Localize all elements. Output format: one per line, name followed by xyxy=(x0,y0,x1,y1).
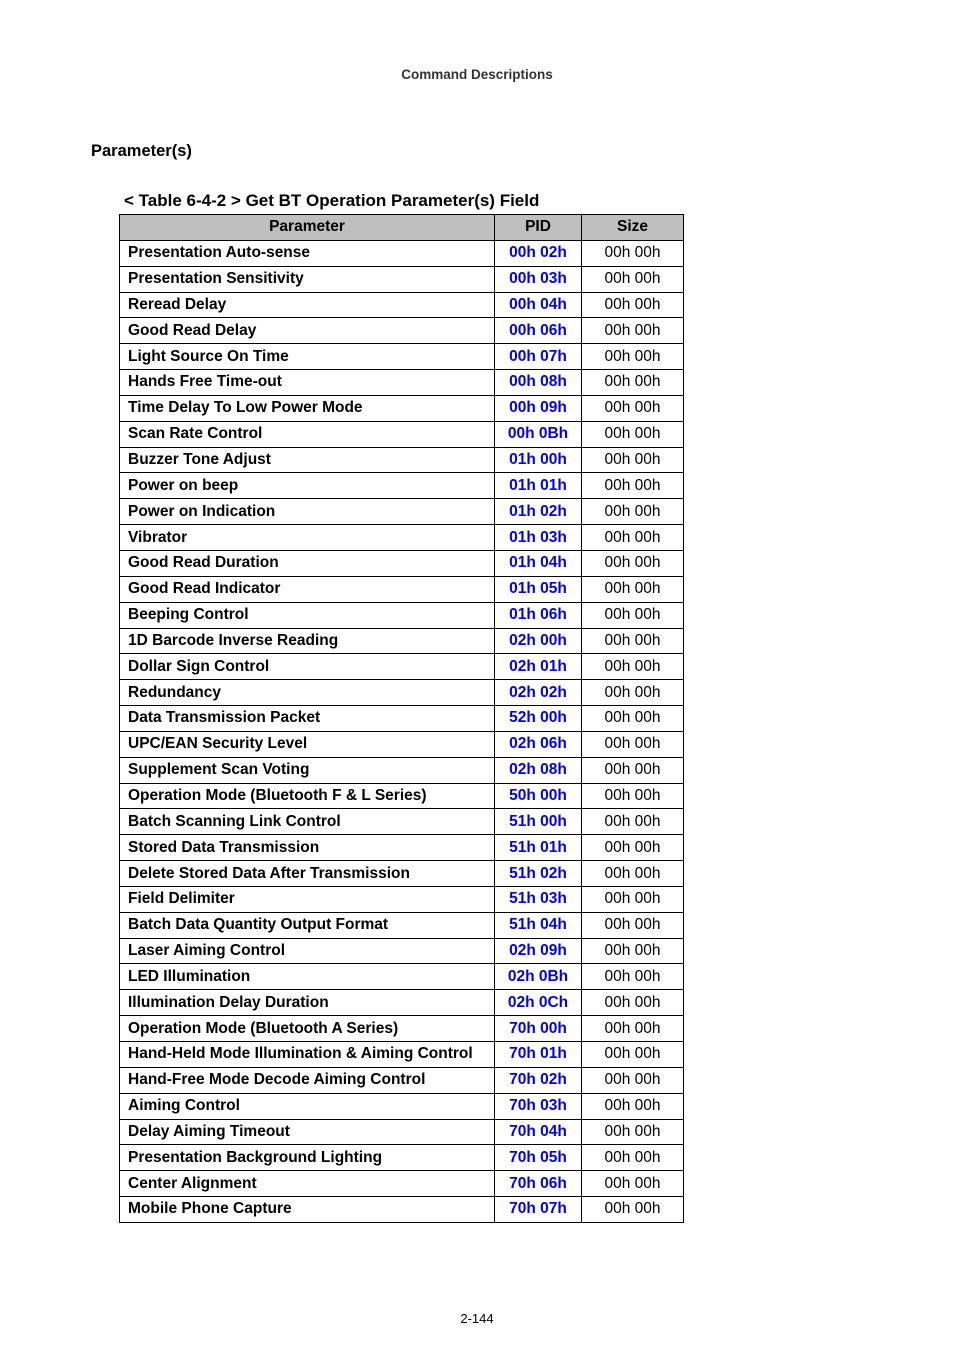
parameter-cell: Power on beep xyxy=(120,473,495,499)
pid-cell: 70h 06h xyxy=(495,1171,582,1197)
pid-cell: 51h 00h xyxy=(495,809,582,835)
pid-cell: 00h 03h xyxy=(495,266,582,292)
pid-cell: 00h 07h xyxy=(495,344,582,370)
table-caption: < Table 6-4-2 > Get BT Operation Parameter(s) Field xyxy=(124,191,540,210)
size-cell: 00h 00h xyxy=(582,602,684,628)
pid-cell: 52h 00h xyxy=(495,706,582,732)
table-row xyxy=(120,395,684,421)
size-cell: 00h 00h xyxy=(582,654,684,680)
parameter-cell: Illumination Delay Duration xyxy=(120,990,495,1016)
table-row xyxy=(120,421,684,447)
parameter-cell: Hand-Held Mode Illumination & Aiming Control xyxy=(120,1042,495,1068)
column-header-size: Size xyxy=(582,215,684,241)
size-cell: 00h 00h xyxy=(582,525,684,551)
size-cell: 00h 00h xyxy=(582,318,684,344)
parameter-table xyxy=(119,214,684,1223)
pid-cell: 01h 04h xyxy=(495,550,582,576)
pid-cell: 02h 06h xyxy=(495,731,582,757)
pid-cell: 00h 0Bh xyxy=(495,421,582,447)
table-row xyxy=(120,1145,684,1171)
size-cell: 00h 00h xyxy=(582,628,684,654)
pid-cell: 00h 09h xyxy=(495,395,582,421)
page-number: 2-144 xyxy=(460,1311,494,1326)
size-cell: 00h 00h xyxy=(582,576,684,602)
pid-cell: 50h 00h xyxy=(495,783,582,809)
size-cell: 00h 00h xyxy=(582,240,684,266)
parameter-cell: Presentation Background Lighting xyxy=(120,1145,495,1171)
pid-cell: 02h 08h xyxy=(495,757,582,783)
parameter-cell: Power on Indication xyxy=(120,499,495,525)
pid-cell: 02h 0Bh xyxy=(495,964,582,990)
parameter-cell: Data Transmission Packet xyxy=(120,706,495,732)
parameter-cell: Aiming Control xyxy=(120,1093,495,1119)
table-row xyxy=(120,473,684,499)
pid-cell: 70h 07h xyxy=(495,1197,582,1223)
parameter-cell: Delete Stored Data After Transmission xyxy=(120,861,495,887)
size-cell: 00h 00h xyxy=(582,344,684,370)
parameter-cell: Light Source On Time xyxy=(120,344,495,370)
size-cell: 00h 00h xyxy=(582,1093,684,1119)
column-header-parameter: Parameter xyxy=(120,215,495,241)
table-row xyxy=(120,499,684,525)
pid-cell: 51h 03h xyxy=(495,886,582,912)
table-row xyxy=(120,292,684,318)
parameter-cell: Reread Delay xyxy=(120,292,495,318)
parameter-cell: Center Alignment xyxy=(120,1171,495,1197)
pid-cell: 51h 02h xyxy=(495,861,582,887)
size-cell: 00h 00h xyxy=(582,1067,684,1093)
table-body xyxy=(120,240,684,1222)
table-row xyxy=(120,783,684,809)
parameter-cell: Batch Scanning Link Control xyxy=(120,809,495,835)
size-cell: 00h 00h xyxy=(582,499,684,525)
table-row xyxy=(120,370,684,396)
parameter-cell: Stored Data Transmission xyxy=(120,835,495,861)
table-row xyxy=(120,809,684,835)
table-row xyxy=(120,964,684,990)
pid-cell: 01h 03h xyxy=(495,525,582,551)
size-cell: 00h 00h xyxy=(582,421,684,447)
table-row xyxy=(120,861,684,887)
parameter-cell: Scan Rate Control xyxy=(120,421,495,447)
size-cell: 00h 00h xyxy=(582,706,684,732)
table-row xyxy=(120,680,684,706)
size-cell: 00h 00h xyxy=(582,1042,684,1068)
table-header-row xyxy=(120,215,684,241)
pid-cell: 70h 03h xyxy=(495,1093,582,1119)
table-row xyxy=(120,266,684,292)
pid-cell: 70h 01h xyxy=(495,1042,582,1068)
section-title: Parameter(s) xyxy=(91,142,192,160)
size-cell: 00h 00h xyxy=(582,757,684,783)
size-cell: 00h 00h xyxy=(582,809,684,835)
table-row xyxy=(120,886,684,912)
table-row xyxy=(120,1042,684,1068)
table-row xyxy=(120,525,684,551)
parameter-cell: Field Delimiter xyxy=(120,886,495,912)
size-cell: 00h 00h xyxy=(582,938,684,964)
pid-cell: 00h 06h xyxy=(495,318,582,344)
table-row xyxy=(120,1197,684,1223)
parameter-cell: Mobile Phone Capture xyxy=(120,1197,495,1223)
parameter-cell: UPC/EAN Security Level xyxy=(120,731,495,757)
parameter-cell: LED Illumination xyxy=(120,964,495,990)
size-cell: 00h 00h xyxy=(582,1016,684,1042)
pid-cell: 02h 02h xyxy=(495,680,582,706)
parameter-cell: Presentation Auto-sense xyxy=(120,240,495,266)
parameter-cell: Beeping Control xyxy=(120,602,495,628)
size-cell: 00h 00h xyxy=(582,447,684,473)
table-row xyxy=(120,654,684,680)
table-row xyxy=(120,576,684,602)
size-cell: 00h 00h xyxy=(582,680,684,706)
table-row xyxy=(120,318,684,344)
parameter-cell: Buzzer Tone Adjust xyxy=(120,447,495,473)
size-cell: 00h 00h xyxy=(582,886,684,912)
table-row xyxy=(120,447,684,473)
pid-cell: 02h 01h xyxy=(495,654,582,680)
table-row xyxy=(120,1016,684,1042)
column-header-pid: PID xyxy=(495,215,582,241)
pid-cell: 51h 04h xyxy=(495,912,582,938)
parameter-cell: Good Read Delay xyxy=(120,318,495,344)
parameter-cell: Redundancy xyxy=(120,680,495,706)
parameter-cell: Batch Data Quantity Output Format xyxy=(120,912,495,938)
table-row xyxy=(120,706,684,732)
parameter-cell: Laser Aiming Control xyxy=(120,938,495,964)
size-cell: 00h 00h xyxy=(582,370,684,396)
size-cell: 00h 00h xyxy=(582,1197,684,1223)
pid-cell: 00h 02h xyxy=(495,240,582,266)
table-row xyxy=(120,628,684,654)
pid-cell: 51h 01h xyxy=(495,835,582,861)
size-cell: 00h 00h xyxy=(582,550,684,576)
pid-cell: 01h 00h xyxy=(495,447,582,473)
running-header: Command Descriptions xyxy=(401,67,553,82)
table-row xyxy=(120,835,684,861)
parameter-cell: Supplement Scan Voting xyxy=(120,757,495,783)
size-cell: 00h 00h xyxy=(582,964,684,990)
parameter-cell: Delay Aiming Timeout xyxy=(120,1119,495,1145)
table-row xyxy=(120,938,684,964)
table-row xyxy=(120,990,684,1016)
table-row xyxy=(120,240,684,266)
pid-cell: 70h 04h xyxy=(495,1119,582,1145)
table-row xyxy=(120,1119,684,1145)
size-cell: 00h 00h xyxy=(582,1119,684,1145)
size-cell: 00h 00h xyxy=(582,292,684,318)
table-row xyxy=(120,757,684,783)
size-cell: 00h 00h xyxy=(582,266,684,292)
pid-cell: 00h 08h xyxy=(495,370,582,396)
parameter-cell: Operation Mode (Bluetooth A Series) xyxy=(120,1016,495,1042)
size-cell: 00h 00h xyxy=(582,473,684,499)
size-cell: 00h 00h xyxy=(582,395,684,421)
size-cell: 00h 00h xyxy=(582,1171,684,1197)
size-cell: 00h 00h xyxy=(582,731,684,757)
parameter-cell: 1D Barcode Inverse Reading xyxy=(120,628,495,654)
parameter-cell: Vibrator xyxy=(120,525,495,551)
parameter-cell: Good Read Indicator xyxy=(120,576,495,602)
size-cell: 00h 00h xyxy=(582,783,684,809)
parameter-cell: Hand-Free Mode Decode Aiming Control xyxy=(120,1067,495,1093)
table-row xyxy=(120,912,684,938)
size-cell: 00h 00h xyxy=(582,835,684,861)
size-cell: 00h 00h xyxy=(582,990,684,1016)
pid-cell: 70h 05h xyxy=(495,1145,582,1171)
pid-cell: 70h 00h xyxy=(495,1016,582,1042)
size-cell: 00h 00h xyxy=(582,861,684,887)
parameter-cell: Time Delay To Low Power Mode xyxy=(120,395,495,421)
pid-cell: 02h 00h xyxy=(495,628,582,654)
table-row xyxy=(120,731,684,757)
table-row xyxy=(120,550,684,576)
size-cell: 00h 00h xyxy=(582,1145,684,1171)
pid-cell: 00h 04h xyxy=(495,292,582,318)
table-row xyxy=(120,344,684,370)
pid-cell: 01h 01h xyxy=(495,473,582,499)
table-row xyxy=(120,1093,684,1119)
parameter-cell: Good Read Duration xyxy=(120,550,495,576)
pid-cell: 70h 02h xyxy=(495,1067,582,1093)
parameter-cell: Hands Free Time-out xyxy=(120,370,495,396)
table-row xyxy=(120,1067,684,1093)
pid-cell: 01h 02h xyxy=(495,499,582,525)
parameter-cell: Dollar Sign Control xyxy=(120,654,495,680)
pid-cell: 01h 06h xyxy=(495,602,582,628)
parameter-cell: Presentation Sensitivity xyxy=(120,266,495,292)
table-row xyxy=(120,602,684,628)
pid-cell: 02h 09h xyxy=(495,938,582,964)
table-row xyxy=(120,1171,684,1197)
pid-cell: 01h 05h xyxy=(495,576,582,602)
pid-cell: 02h 0Ch xyxy=(495,990,582,1016)
parameter-cell: Operation Mode (Bluetooth F & L Series) xyxy=(120,783,495,809)
size-cell: 00h 00h xyxy=(582,912,684,938)
